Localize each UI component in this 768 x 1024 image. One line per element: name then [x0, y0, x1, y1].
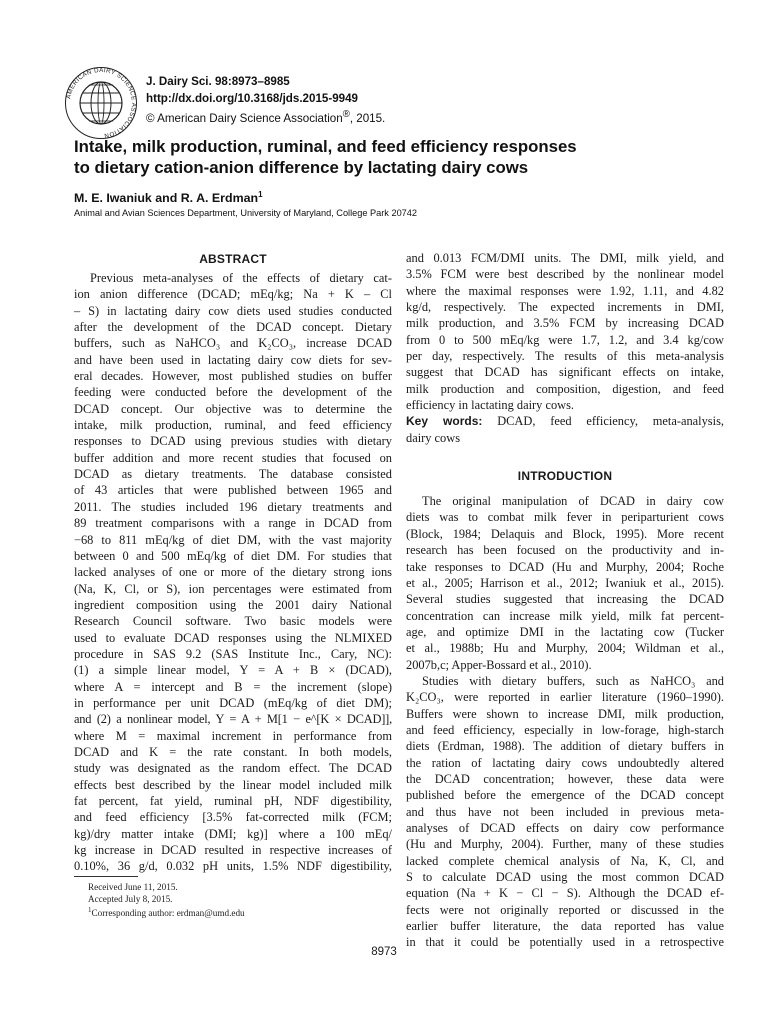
- abstract-line: and 0.013 FCM/DMI units. The DMI, milk yield, and: [406, 251, 724, 265]
- introduction-line: The original manipulation of DCAD in dairy cow: [422, 494, 724, 509]
- abstract-line: intake, milk production, ruminal, and feed efficiency: [74, 418, 392, 433]
- abstract-line: (1) a simple linear model, Y = A + B × (DCAD),: [74, 663, 392, 678]
- introduction-line: the DCAD concentration; however, these data were: [406, 771, 724, 786]
- abstract-line: milk production, and 3.5% FCM by increasing DCAD: [406, 316, 724, 331]
- title-line-1: Intake, milk production, ruminal, and feed efficiency responses: [74, 137, 577, 156]
- introduction-line: (Block, 1984; Delaquis and Block, 1995). More recent: [406, 526, 724, 541]
- journal-citation: J. Dairy Sci. 98:8973–8985: [146, 75, 290, 88]
- introduction-line: fects were not originally reported or discussed in the: [406, 902, 724, 917]
- abstract-body-continued: [406, 250, 724, 413]
- abstract-line: efficiency in lactating dairy cows.: [406, 398, 575, 413]
- introduction-line: analyses of DCAD effects on dairy cow performance: [406, 821, 724, 835]
- abstract-line: ingredient composition using the 2001 dairy National: [74, 597, 392, 612]
- abstract-line: where A = intercept and B = the increment (slope): [74, 679, 392, 694]
- introduction-line: take responses to DCAD (Hu and Murphy, 2004; Roche: [406, 559, 724, 574]
- abstract-line: 3.5% FCM were best described by the nonlinear model: [406, 267, 724, 282]
- introduction-line: the ration of lactating dairy cows undoubtedly altered: [406, 755, 724, 770]
- introduction-line: Studies with dietary buffers, such as NaHCO₃ and: [422, 673, 724, 688]
- introduction-line: concentration can increase milk yield, milk fat percent-: [406, 608, 724, 623]
- abstract-line: responses to DCAD using previous studies with dietary: [74, 434, 392, 449]
- abstract-line: DCAD and K = the rate constant. In both models,: [74, 744, 392, 759]
- abstract-body: [74, 270, 392, 875]
- abstract-line: where the maximal responses were 1.92, 1.11, and 4.82: [406, 283, 724, 298]
- abstract-line: DCAD as dietary treatments. The database consisted: [74, 467, 392, 482]
- abstract-line: −68 to 811 mEq/kg of diet DM, with the vast majority: [74, 532, 392, 547]
- introduction-line: research has been focused on the productivity and in-: [406, 543, 724, 558]
- introduction-line: age, and optimize DMI in the lactating cow (Tucker: [406, 624, 724, 639]
- introduction-line: and thus have not been included in previous meta-: [406, 804, 724, 819]
- abstract-line: where M = maximal increment in performance from: [74, 728, 392, 743]
- abstract-line: between 0 and 500 mEq/kg of diet DM. For studies that: [74, 548, 392, 563]
- abstract-line: of 43 articles that were published between 1965 and: [74, 483, 392, 498]
- abstract-line: buffers, such as NaHCO₃ and K₂CO₃, increase DCAD: [74, 336, 392, 351]
- abstract-line: kg)/dry matter intake (DMI; kg)] where a 100 mEq/: [74, 826, 392, 841]
- abstract-line: procedure in SAS 9.2 (SAS Institute Inc., Cary, NC):: [74, 646, 392, 661]
- introduction-line: in that it could be potentially used in a retrospective: [406, 935, 724, 950]
- abstract-line: lacked analyses of one or more of the dietary strong ions: [74, 565, 392, 580]
- article-title: [74, 136, 714, 178]
- accepted-date: Accepted July 8, 2015.: [88, 893, 173, 904]
- author-footnote-mark: 1: [258, 190, 263, 199]
- abstract-line: (Na, K, Cl, or S), ion percentages were estimated from: [74, 581, 392, 596]
- introduction-line: lacked complete chemical analysis of Na, K, Cl, and: [406, 853, 724, 868]
- introduction-line: Buffers were shown to increase DMI, milk production,: [406, 706, 724, 721]
- authors: M. E. Iwaniuk and R. A. Erdman$^1$: [74, 190, 263, 206]
- doi-link[interactable]: http://dx.doi.org/10.3168/jds.2015-9949: [146, 91, 358, 105]
- introduction-line: published before the emergence of the DCAD concept: [406, 788, 724, 803]
- introduction-heading: INTRODUCTION: [517, 469, 613, 484]
- footnotes: [88, 882, 245, 920]
- abstract-line: 89 treatment comparisons with a range in DCAD from: [74, 516, 392, 531]
- abstract-line: in performance per unit DCAD (mEq/kg of diet DM);: [74, 695, 392, 710]
- title-line-2: to dietary cation-anion difference by lactating dairy cows: [74, 158, 529, 177]
- introduction-line: earlier buffer literature, the data reported has value: [406, 919, 724, 934]
- abstract-line: effects best described by the linear model included milk: [74, 777, 392, 792]
- abstract-line: suggest that DCAD has significant effects on intake,: [406, 365, 724, 380]
- abstract-line: milk production and composition, digestion, and feed: [406, 381, 724, 396]
- abstract-line: and feed efficiency [3.5% fat-corrected milk (FCM;: [74, 810, 392, 825]
- introduction-line: diets was to combat milk fever in periparturient cows: [406, 510, 724, 525]
- introduction-line: Several studies suggested that increasing the DCAD: [406, 592, 724, 607]
- introduction-body: [406, 493, 724, 951]
- ads-association-logo: [64, 66, 138, 140]
- abstract-line: 2011. The studies included 196 dietary treatments and: [74, 499, 392, 514]
- abstract-line: from 0 to 500 mEq/kg were 1.7, 1.2, and 3.4 kg/cow: [406, 332, 724, 347]
- introduction-line: (Hu and Murphy, 2004). Further, many of these studies: [406, 837, 724, 852]
- abstract-line: after the development of the DCAD concept. Dietary: [74, 320, 392, 335]
- page-number: 8973: [371, 946, 397, 958]
- abstract-line: ion anion difference (DCAD; mEq/kg; Na + K – Cl: [74, 287, 392, 302]
- introduction-line: S to calculate DCAD using the most common DCAD: [406, 870, 724, 885]
- abstract-line: 0.10%, 36 g/d, 0.032 pH units, 1.5% NDF digestibility,: [74, 859, 392, 874]
- copyright-line: © American Dairy Science Association®, 2015.: [146, 109, 386, 125]
- abstract-line: study was designated as the random effect. The DCAD: [74, 761, 392, 776]
- abstract-line: fat percent, fat yield, ruminal pH, NDF digestibility,: [74, 794, 392, 808]
- abstract-line: buffer addition and more recent studies that focused on: [74, 450, 392, 465]
- abstract-line: Research Council software. Two basic models were: [74, 614, 392, 629]
- affiliation: Animal and Avian Sciences Department, University of Maryland, College Park 20742: [74, 208, 418, 218]
- abstract-line: Previous meta-analyses of the effects of dietary cat-: [90, 271, 392, 285]
- abstract-line: feeding were conducted before the development of the: [74, 385, 392, 400]
- corresponding-author: $^1$Corresponding author: erdman@umd.edu: [88, 906, 245, 919]
- citation-block: [146, 74, 385, 127]
- introduction-line: et al., 1988b; Hu and Murphy, 2004; Wildman et al.,: [406, 641, 724, 656]
- left-column: [74, 250, 392, 875]
- abstract-heading: ABSTRACT: [199, 252, 267, 266]
- introduction-line: equation (Na + K − Cl − S). Although the DCAD ef-: [406, 886, 724, 901]
- abstract-line: DCAD concept. Our objective was to determine the: [74, 401, 392, 416]
- introduction-line: and feed efficiency, especially in low-forage, high-starch: [406, 722, 724, 737]
- introduction-line: et al., 2005; Harrison et al., 2012; Iwaniuk et al., 2015).: [406, 575, 724, 590]
- footnote-divider: [74, 876, 138, 877]
- abstract-line: kg increase in DCAD resulted in respective increases of: [74, 843, 392, 858]
- abstract-line: eral decades. However, most published studies on buffer: [74, 369, 392, 384]
- keywords-label: Key words:: [406, 414, 483, 429]
- introduction-line: K₂CO₃, were reported in earlier literature (1960–1990).: [406, 690, 724, 705]
- keywords-text: DCAD, feed efficiency, meta-analysis,: [497, 414, 724, 429]
- abstract-line: and (2) a nonlinear model, Y = A + M[1 − e^[K × DCAD]],: [74, 712, 392, 727]
- keywords: [406, 413, 724, 446]
- abstract-line: per day, respectively. The results of this meta-analysis: [406, 349, 724, 364]
- received-date: Received June 11, 2015.: [88, 882, 178, 892]
- abstract-line: used to evaluate DCAD responses using the NLMIXED: [74, 630, 392, 645]
- keywords-text-cont: dairy cows: [406, 430, 461, 445]
- abstract-line: and have been used in lactating dairy cow diets for sev-: [74, 352, 392, 367]
- abstract-line: – S) in lactating dairy cow diets used studies conducted: [74, 303, 392, 318]
- svg-text:AMERICAN DAIRY SCIENCE ASSOCIA: AMERICAN DAIRY SCIENCE ASSOCIATION: [65, 66, 138, 139]
- right-column: [406, 250, 724, 951]
- introduction-line: 2007b,c; Apper-Bossard et al., 2010).: [406, 657, 592, 672]
- abstract-line: kg/d, respectively. The expected increments in DMI,: [406, 300, 724, 315]
- introduction-line: diets (Erdman, 1988). The addition of dietary buffers in: [406, 739, 724, 754]
